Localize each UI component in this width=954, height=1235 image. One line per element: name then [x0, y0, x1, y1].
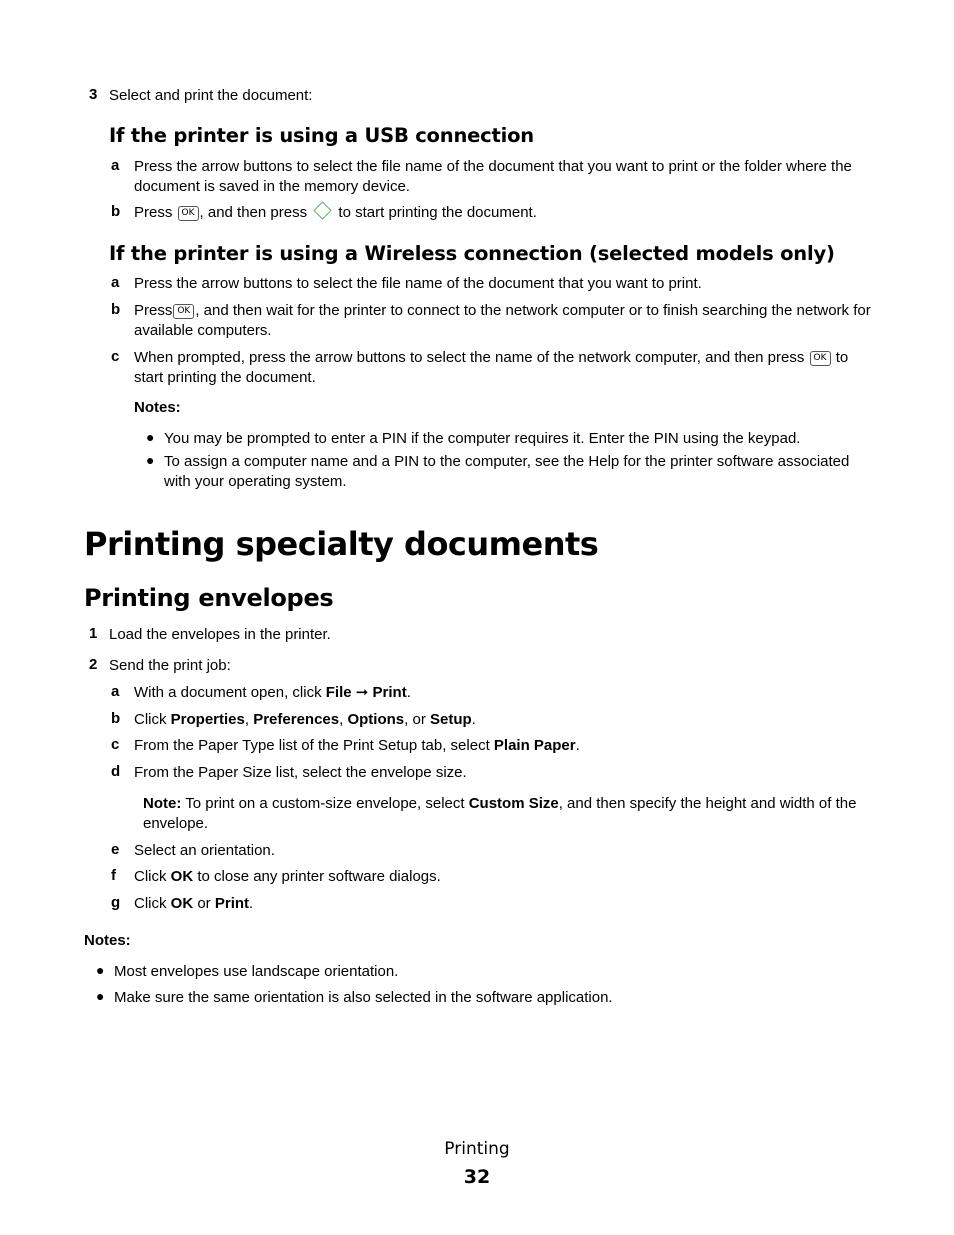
ok-button-icon: OK — [173, 304, 194, 319]
text-fragment: Click — [134, 711, 171, 728]
text-fragment: to start printing the document. — [334, 204, 537, 221]
start-button-icon — [314, 201, 332, 219]
menu-file: File — [325, 684, 352, 701]
note-item: You may be prompted to enter a PIN if the computer requires it. Enter the PIN using the keypad. — [164, 430, 801, 447]
arrow-icon: ➞ — [355, 684, 369, 701]
env-note — [143, 794, 877, 834]
wireless-item-b — [134, 301, 874, 341]
usb-item-b — [134, 203, 874, 223]
bold-term: Preferences — [253, 711, 340, 728]
step-text: Select and print the document: — [109, 87, 313, 104]
bold-term: Properties — [170, 711, 245, 728]
step-number: 3 — [89, 86, 98, 103]
footer-section: Printing — [444, 1139, 510, 1159]
text-fragment: to close any printer software dialogs. — [193, 868, 441, 885]
note-item: Most envelopes use landscape orientation. — [114, 963, 399, 980]
env-item-b — [134, 710, 476, 730]
bullet-icon: ● — [146, 429, 155, 445]
text-fragment: With a document open, click — [134, 684, 326, 701]
item-letter: c — [111, 736, 120, 753]
bullet-icon: ● — [96, 962, 105, 978]
step-number: 1 — [89, 625, 98, 642]
item-letter: f — [111, 867, 116, 884]
text-fragment: . — [249, 895, 254, 912]
text-fragment: , — [339, 711, 348, 728]
notes-label: Notes: — [134, 399, 181, 416]
env-item-e: Select an orientation. — [134, 842, 275, 859]
note-item: Make sure the same orientation is also selected in the software application. — [114, 989, 613, 1006]
bold-term: Print — [214, 895, 250, 912]
ok-button-icon: OK — [178, 206, 199, 221]
text-fragment: or — [193, 895, 215, 912]
text-fragment: , and then wait for the printer to connect to the network computer or to finish searching the network for available computers. — [134, 302, 871, 339]
item-letter: d — [111, 763, 121, 780]
text-fragment: From the Paper Type list of the Print Setup tab, select — [134, 737, 494, 754]
usb-heading: If the printer is using a USB connection — [109, 124, 534, 147]
env-item-c — [134, 736, 580, 756]
text-fragment: , and then specify the height and width of the envelope. — [143, 795, 857, 832]
step-text: Load the envelopes in the printer. — [109, 626, 331, 643]
text-fragment: to start printing the document. — [134, 349, 849, 386]
text-fragment: Click — [134, 868, 171, 885]
item-letter: b — [111, 710, 121, 727]
bold-term: Options — [347, 711, 405, 728]
text-fragment: , and then press — [199, 204, 312, 221]
page-number: 32 — [463, 1166, 491, 1188]
usb-item-a: Press the arrow buttons to select the file name of the document that you want to print or the folder where the document is saved in the memory device. — [134, 158, 852, 195]
wireless-heading: If the printer is using a Wireless connection (selected models only) — [109, 242, 835, 265]
text-fragment: When prompted, press the arrow buttons to select the name of the network computer, and then press — [134, 349, 809, 366]
env-item-a — [134, 683, 411, 703]
wireless-item-a: Press the arrow buttons to select the file name of the document that you want to print. — [134, 275, 702, 292]
bold-term: Plain Paper — [493, 737, 576, 754]
note-item: To assign a computer name and a PIN to the computer, see the Help for the printer software associated with your operating system. — [164, 453, 850, 490]
bold-term: OK — [170, 868, 194, 885]
item-letter: b — [111, 203, 121, 220]
text-fragment: Press — [134, 204, 177, 221]
text-fragment: Click — [134, 895, 171, 912]
step-text: Send the print job: — [109, 657, 231, 674]
env-item-g — [134, 894, 253, 914]
item-letter: e — [111, 841, 120, 858]
text-fragment: . — [406, 684, 411, 701]
item-letter: a — [111, 274, 120, 291]
notes-label: Notes: — [84, 932, 131, 949]
bullet-icon: ● — [96, 988, 105, 1004]
ok-button-icon: OK — [810, 351, 831, 366]
item-letter: a — [111, 157, 120, 174]
section-title: Printing specialty documents — [84, 525, 599, 563]
text-fragment: . — [471, 711, 476, 728]
note-label: Note: — [143, 795, 182, 812]
bold-term: Custom Size — [468, 795, 559, 812]
menu-print: Print — [372, 684, 407, 701]
item-letter: b — [111, 301, 121, 318]
env-item-f — [134, 867, 441, 887]
wireless-item-c — [134, 348, 874, 388]
text-fragment: Press — [134, 302, 173, 319]
subsection-title: Printing envelopes — [84, 584, 334, 612]
text-fragment: , or — [404, 711, 430, 728]
bold-term: Setup — [429, 711, 472, 728]
env-item-d: From the Paper Size list, select the envelope size. — [134, 764, 467, 781]
item-letter: g — [111, 894, 121, 911]
text-fragment: . — [575, 737, 580, 754]
bullet-icon: ● — [146, 452, 155, 468]
item-letter: a — [111, 683, 120, 700]
text-fragment: To print on a custom-size envelope, select — [181, 795, 469, 812]
item-letter: c — [111, 348, 120, 365]
step-number: 2 — [89, 656, 98, 673]
bold-term: OK — [170, 895, 194, 912]
text-fragment: , — [244, 711, 254, 728]
